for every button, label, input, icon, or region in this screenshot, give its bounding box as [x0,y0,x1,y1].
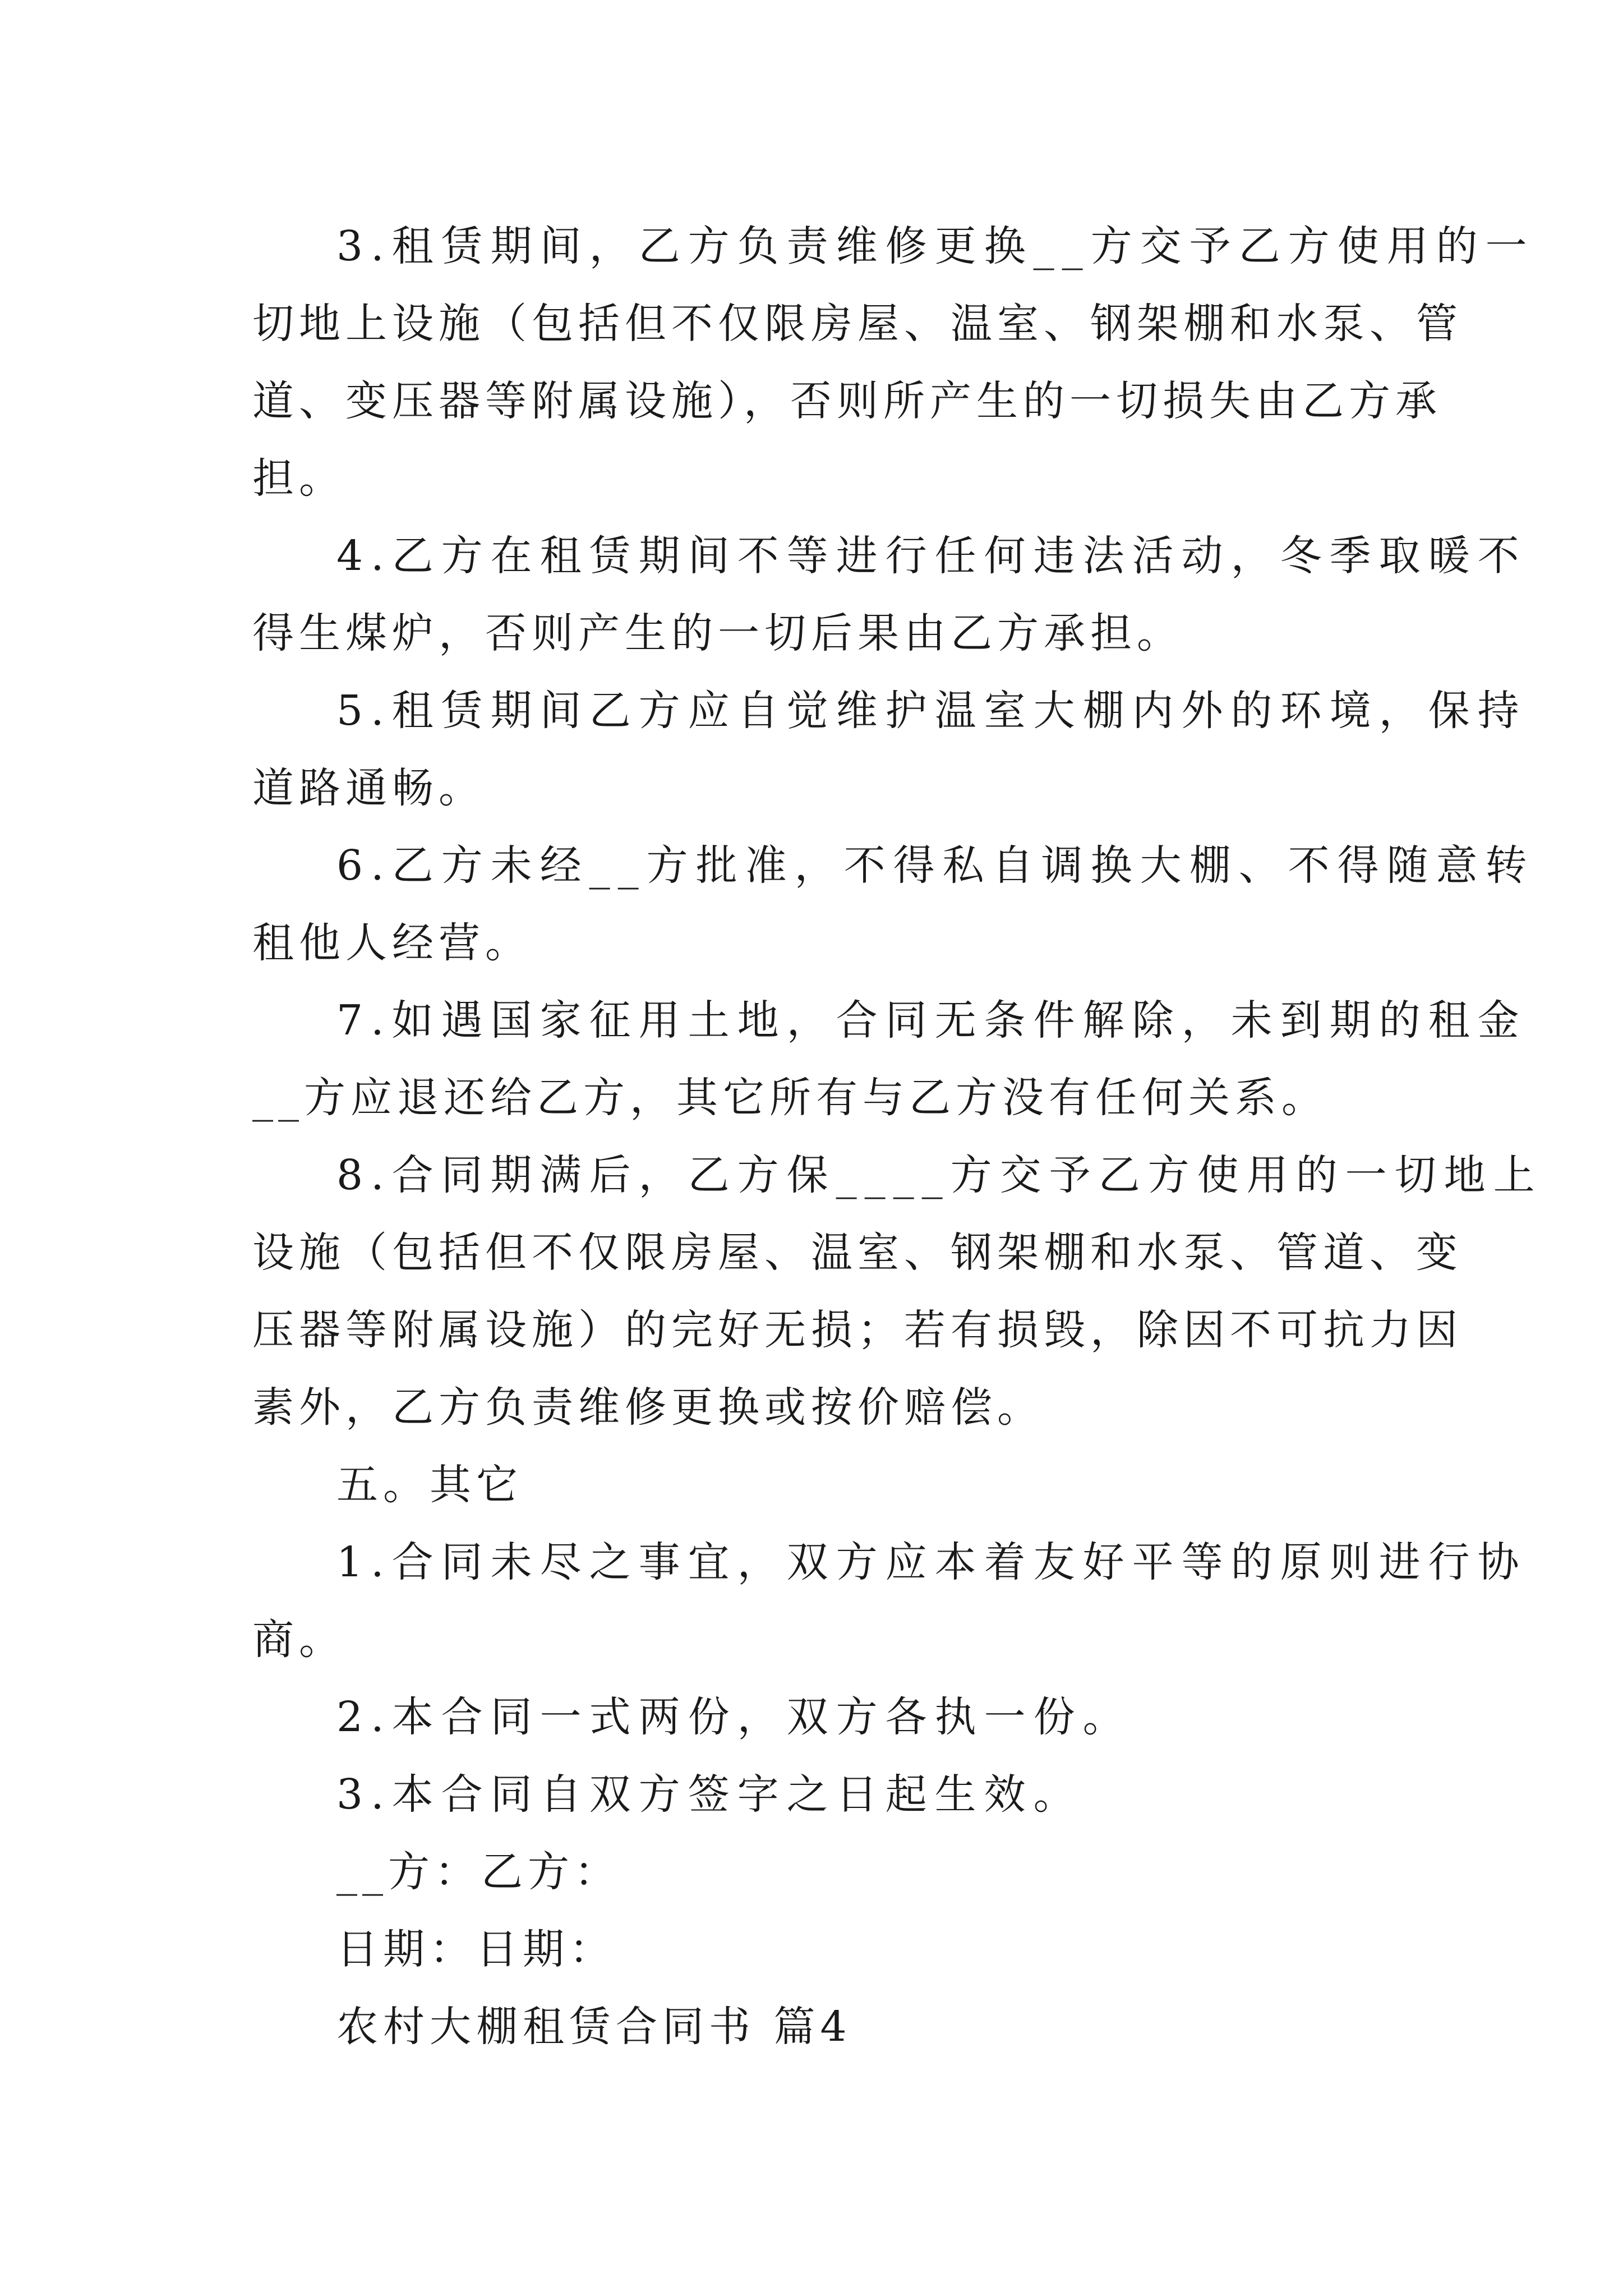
document-line: 日期：日期： [336,1925,616,1973]
document-line: 道、变压器等附属设施），否则所产生的一切损失由乙方承 [252,377,1442,425]
document-line: 租他人经营。 [252,919,532,967]
document-line: 担。 [252,454,345,503]
document-line: 4.乙方在租赁期间不等进行任何违法活动，冬季取暖不 [336,532,1527,580]
document-line: 7.如遇国家征用土地，合同无条件解除，未到期的租金 [336,996,1527,1045]
document-line: 商。 [252,1616,345,1664]
document-line: 道路通畅。 [252,764,485,812]
document-line: 设施（包括但不仅限房屋、温室、钢架棚和水泵、管道、变 [252,1228,1463,1277]
document-line: 压器等附属设施）的完好无损；若有损毁，除因不可抗力因 [252,1306,1463,1354]
document-line: 2.本合同一式两份，双方各执一份。 [336,1693,1132,1741]
document-line: 得生煤炉，否则产生的一切后果由乙方承担。 [252,609,1183,657]
document-line: 3.本合同自双方签字之日起生效。 [336,1770,1083,1819]
document-line: 6.乙方未经__方批准，不得私自调换大棚、不得随意转 [336,841,1535,890]
document-line: 切地上设施（包括但不仅限房屋、温室、钢架棚和水泵、管 [252,300,1463,348]
document-line: 1.合同未尽之事宜，双方应本着友好平等的原则进行协 [336,1538,1527,1586]
document-line: 农村大棚租赁合同书 篇4 [336,2003,852,2051]
document-line: __方：乙方： [336,1848,621,1896]
document-line: 3.租赁期间，乙方负责维修更换__方交予乙方使用的一 [336,222,1535,270]
document-line: 素外，乙方负责维修更换或按价赔偿。 [252,1383,1044,1432]
document-body [252,208,1543,2065]
document-line: __方应退还给乙方，其它所有与乙方没有任何关系。 [252,1074,1328,1122]
document-line: 8.合同期满后，乙方保____方交予乙方使用的一切地上 [336,1151,1543,1199]
document-line: 五。其它 [336,1461,523,1509]
document-line: 5.租赁期间乙方应自觉维护温室大棚内外的环境，保持 [336,687,1527,735]
